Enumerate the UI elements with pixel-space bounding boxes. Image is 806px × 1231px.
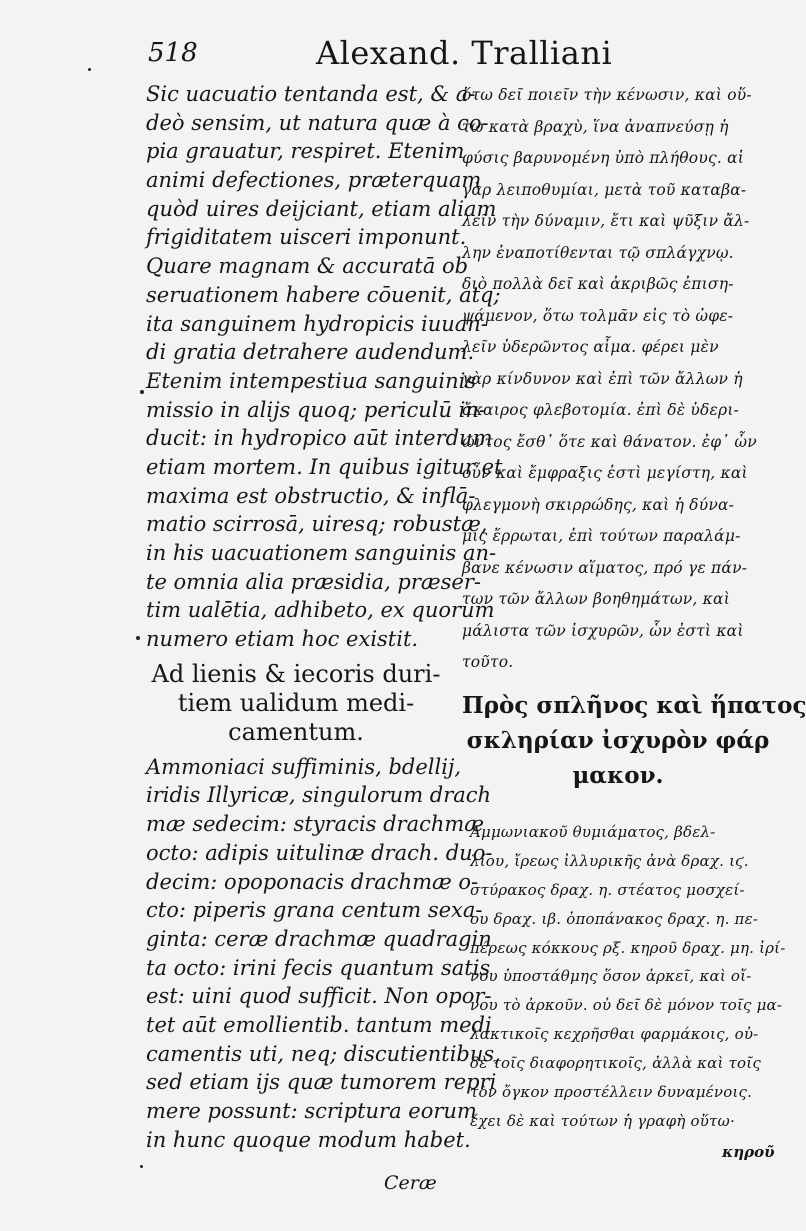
- text-line: ὅτω δεῖ ποιεῖν τὴν κένωσιν, καὶ οὕ-: [462, 86, 752, 104]
- text-line: τω κατὰ βραχὺ, ἵνα ἀναπνεύσῃ ἡ: [462, 117, 729, 136]
- text-line: ginta: ceræ drachmæ quadragin: [146, 926, 492, 951]
- text-line: Etenim intempestiua sanguinis: [146, 368, 477, 393]
- text-line: iridis Illyricæ, singulorum drach: [146, 783, 492, 808]
- greek-text-bottom-block: [470, 818, 786, 1136]
- text-line: camentis uti, neq; discutientibus,: [146, 1041, 501, 1066]
- text-line: μάλιστα τῶν ἰσχυρῶν, ὧν ἐστὶ καὶ: [462, 621, 744, 640]
- heading-line: σκληρίαν ἰσχυρὸν φάρ: [466, 727, 770, 754]
- page-header: [148, 34, 788, 78]
- text-line: νου τὸ ἀρκοῦν. οὐ δεῖ δὲ μόνον τοῖς μα-: [470, 996, 783, 1015]
- text-line: seruationem habere cōuenit, atq;: [146, 282, 501, 307]
- heading-line: Ad lienis & iecoris duri-: [151, 659, 441, 688]
- heading-line: camentum.: [228, 717, 364, 746]
- text-line: animi defectiones, præterquam: [146, 168, 482, 193]
- text-line: πέρεως κόκκους ρξ. κηροῦ δραχ. μη. ἰρί-: [470, 938, 786, 957]
- text-line: est: uini quod sufficit. Non opor-: [146, 984, 492, 1009]
- text-line: decim: opoponacis drachmæ o-: [146, 869, 479, 894]
- text-line: τὸν ὄγκον προστέλλειν δυναμένοις.: [470, 1083, 753, 1102]
- text-line: νου ὑποστάθμης ὅσον ἀρκεῖ, καὶ οἴ-: [470, 967, 752, 986]
- text-line: etiam mortem. In quibus igitur et: [146, 454, 503, 479]
- text-line: Ammoniaci suffiminis, bdellij,: [146, 754, 462, 779]
- text-line: γὰρ κίνδυνον καὶ ἐπὶ τῶν ἄλλων ἡ: [462, 369, 743, 388]
- ink-speck: [140, 390, 144, 394]
- page-number: 518: [148, 38, 198, 68]
- text-line: frigiditatem uisceri imponunt.: [146, 225, 467, 250]
- text-line: in hunc quoque modum habet.: [146, 1127, 471, 1152]
- text-line: te omnia alia præsidia, præser-: [146, 569, 481, 594]
- text-line: mere possunt: scriptura eorum: [146, 1099, 477, 1123]
- text-line: φλεγμονὴ σκιρρώδης, καὶ ἡ δύνα-: [462, 495, 735, 514]
- text-line: mæ sedecim: styracis drachmæ: [146, 812, 485, 837]
- text-line: φύσις βαρυνομένη ὑπὸ πλήθους. αἱ: [462, 149, 745, 167]
- text-line: ducit: in hydropico aūt interdum: [146, 426, 493, 451]
- text-line: οὖν καὶ ἔμφραξις ἐστὶ μεγίστη, καὶ: [462, 464, 748, 482]
- latin-catchword: Ceræ: [384, 1172, 437, 1194]
- text-line: ου δραχ. ιβ. ὀποπάνακος δραχ. η. πε-: [470, 909, 759, 928]
- text-line: Sic uacuatio tentanda est, & a-: [146, 82, 476, 106]
- text-line: pia grauatur, respiret. Etenim: [146, 139, 465, 164]
- text-line: Quare magnam & accuratā ob: [146, 254, 469, 279]
- text-line: ta octo: irini fecis quantum satis: [146, 955, 491, 980]
- text-line: στύρακος δραχ. η. στέατος μοσχεί-: [470, 880, 745, 899]
- latin-section-heading: [146, 660, 446, 747]
- text-line: δὲ τοῖς διαφορητικοῖς, ἀλλὰ καὶ τοῖς: [470, 1054, 761, 1073]
- text-line: matio scirrosā, uiresq; robustæ,: [146, 512, 488, 537]
- text-line: των τῶν ἄλλων βοηθημάτων, καὶ: [462, 590, 730, 608]
- text-line: ἄκαιρος φλεβοτομία. ἐπὶ δὲ ὑδερι-: [462, 401, 740, 419]
- text-line: octo: adipis uitulinæ drach. duo-: [146, 840, 493, 865]
- latin-text-top: [146, 80, 503, 654]
- text-line: ψάμενον, ὅτω τολμᾶν εἰς τὸ ὠφε-: [462, 306, 734, 325]
- text-line: tim ualētia, adhibeto, ex quorum: [146, 598, 495, 623]
- ink-speck: [136, 636, 140, 640]
- text-line: λίου, ἴρεως ἰλλυρικῆς ἀνὰ δραχ. ιϛ.: [470, 851, 749, 870]
- greek-text-top: [462, 80, 774, 679]
- text-line: τοῦτο.: [462, 653, 514, 671]
- running-head: Alexand. Tralliani: [316, 34, 613, 72]
- text-line: ita sanguinem hydropicis iuuan-: [146, 311, 488, 336]
- text-line: quòd uires deijciant, etiam aliam: [146, 196, 497, 221]
- text-line: sed etiam ijs quæ tumorem repri: [146, 1070, 497, 1095]
- greek-catchword: κηροῦ: [722, 1143, 775, 1161]
- text-line: λην ἐναποτίθενται τῷ σπλάγχνῳ.: [462, 243, 734, 262]
- heading-line: μακον.: [572, 762, 664, 789]
- right-column-greek: [462, 80, 774, 679]
- latin-text-bottom: [146, 753, 501, 1155]
- text-line: numero etiam hoc existit.: [146, 627, 419, 652]
- text-line: λακτικοῖς κεχρῆσθαι φαρμάκοις, οὐ-: [470, 1025, 759, 1044]
- ink-speck: [140, 1165, 143, 1168]
- text-line: cto: piperis grana centum sexa-: [146, 898, 483, 923]
- heading-line: Πρὸς σπλῆνος καὶ ἥπατος: [462, 692, 806, 719]
- text-line: λεῖν τὴν δύναμιν, ἔτι καὶ ψῦξιν ἄλ-: [462, 212, 750, 230]
- text-line: γὰρ λειποθυμίαι, μετὰ τοῦ καταβα-: [462, 180, 747, 199]
- heading-line: tiem ualidum medi-: [177, 688, 415, 717]
- ink-speck: [88, 68, 91, 71]
- text-line: Ἀμμωνιακοῦ θυμιάματος, βδελ-: [470, 823, 716, 841]
- text-line: λεῖν ὑδερῶντος αἷμα. φέρει μὲν: [462, 338, 719, 356]
- text-line: διὸ πολλὰ δεῖ καὶ ἀκριβῶς ἐπιση-: [462, 275, 734, 293]
- text-line: deò sensim, ut natura quæ à co-: [146, 110, 489, 135]
- text-line: tet aūt emollientib. tantum medi: [146, 1012, 492, 1037]
- text-line: di gratia detrahere audendum.: [146, 340, 475, 365]
- text-line: ἔχει δὲ καὶ τούτων ἡ γραφὴ οὕτω·: [470, 1111, 735, 1130]
- text-line: ῶντος ἔσθ᾽ ὅτε καὶ θάνατον. ἐφ᾽ ὧν: [462, 432, 757, 451]
- text-line: in his uacuationem sanguinis an-: [146, 541, 497, 565]
- text-line: μις ἔρρωται, ἐπὶ τούτων παραλάμ-: [462, 527, 741, 545]
- greek-section-heading: [462, 688, 806, 793]
- greek-text-bottom: [470, 818, 786, 1136]
- text-line: missio in alijs quoq; periculū in-: [146, 397, 487, 422]
- text-line: maxima est obstructio, & inflā-: [146, 483, 476, 508]
- text-line: βανε κένωσιν αἵματος, πρό γε πάν-: [462, 558, 748, 577]
